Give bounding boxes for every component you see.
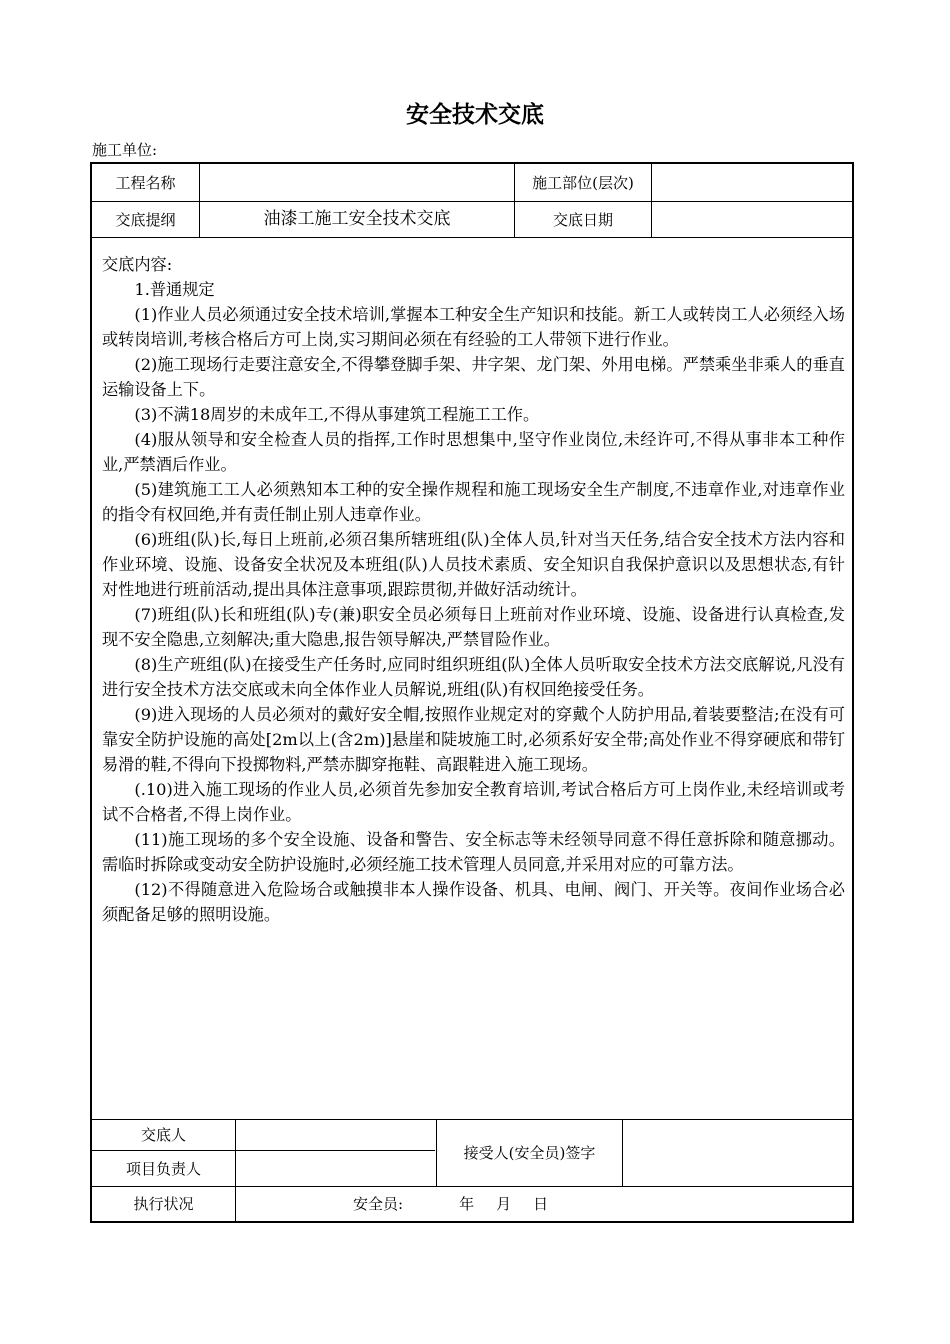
handover-person-field[interactable] xyxy=(236,1120,436,1150)
project-name-field[interactable] xyxy=(200,164,514,201)
receiver-label: 接受人 xyxy=(463,1144,509,1162)
receiver-signature-label xyxy=(437,1120,622,1186)
outline-value: 油漆工施工安全技术交底 xyxy=(263,208,451,229)
date-year: 年 xyxy=(459,1195,475,1213)
content-heading: 交底内容: xyxy=(102,255,173,274)
receiver-signature-field[interactable] xyxy=(623,1120,852,1186)
project-name-label: 工程名称 xyxy=(115,173,176,192)
document-title: 安全技术交底 xyxy=(406,102,544,128)
row-divider xyxy=(92,237,852,238)
handover-person-label: 交底人 xyxy=(140,1126,186,1144)
construction-section-field[interactable] xyxy=(652,164,852,201)
handover-date-label: 交底日期 xyxy=(552,210,613,229)
rule-paragraph: (3)不满18周岁的未成年工,不得从事建筑工程施工工作。 xyxy=(134,405,540,424)
rule-paragraph: (2)施工现场行走要注意安全,不得攀登脚手架、井字架、龙门架、外用电梯。严禁乘坐非乘人的垂直运输设备上下。 xyxy=(102,355,845,399)
rule-paragraph: (6)班组(队)长,每日上班前,必须召集所辖班组(队)全体人员,针对当天任务,结合安全技术方法内容和作业环境、设施、设备安全状况及本班组(队)人员技术素质、安全知识自我保护意识以及思想状态,有针对性地进行班前活动,提出具体注意事项,跟踪贯彻,并做好活动统计。 xyxy=(102,530,845,599)
handover-content xyxy=(102,252,845,927)
rule-paragraph: (4)服从领导和安全检查人员的指挥,工作时思想集中,坚守作业岗位,未经许可,不得从事非本工种作业,严禁酒后作业。 xyxy=(102,430,845,474)
outline-label: 交底提纲 xyxy=(115,210,176,229)
safety-officer-sign-label: (安全员)签字 xyxy=(508,1144,596,1162)
rule-paragraph: (8)生产班组(队)在接受生产任务时,应同时组织班组(队)全体人员听取安全技术方法交底解说,凡没有进行安全技术方法交底或未向全体作业人员解说,班组(队)有权回绝接受任务。 xyxy=(102,655,845,699)
date-day: 日 xyxy=(533,1195,549,1213)
rule-paragraph: (7)班组(队)长和班组(队)专(兼)职安全员必须每日上班前对作业环境、设施、设备进行认真检查,发现不安全隐患,立刻解决;重大隐患,报告领导解决,严禁冒险作业。 xyxy=(102,605,845,649)
construction-section-label: 施工部位(层次) xyxy=(532,173,634,192)
rule-paragraph: (12)不得随意进入危险场合或触摸非本人操作设备、机具、电闸、阀门、开关等。夜间作业场合必须配备足够的照明设施。 xyxy=(102,880,845,924)
rule-paragraph: (11)施工现场的多个安全设施、设备和警告、安全标志等未经领导同意不得任意拆除和随意挪动。需临时拆除或变动安全防护设施时,必须经施工技术管理人员同意,并采用对应的可靠方法。 xyxy=(102,830,845,874)
section-title: 1.普通规定 xyxy=(134,280,215,299)
rule-paragraph: (5)建筑施工工人必须熟知本工种的安全操作规程和施工现场安全生产制度,不违章作业,对违章作业的指令有权回绝,并有责任制止别人违章作业。 xyxy=(102,480,845,524)
date-month: 月 xyxy=(496,1195,512,1213)
project-manager-label: 项目负责人 xyxy=(125,1159,201,1178)
handover-form xyxy=(90,162,854,1223)
rule-paragraph: (1)作业人员必须通过安全技术培训,掌握本工种安全生产知识和技能。新工人或转岗工人必须经入场或转岗培训,考核合格后方可上岗,实习期间必须在有经验的工人带领下进行作业。 xyxy=(102,305,845,349)
project-manager-field[interactable] xyxy=(236,1151,436,1186)
safety-officer-label: 安全员: xyxy=(353,1195,404,1213)
construction-unit-label: 施工单位: xyxy=(92,141,158,159)
rule-paragraph: (.10)进入施工现场的作业人员,必须首先参加安全教育培训,考试合格后方可上岗作业,未经培训或考试不合格者,不得上岗作业。 xyxy=(102,780,845,824)
execution-status-label: 执行状况 xyxy=(133,1195,194,1213)
rule-paragraph: (9)进入现场的人员必须对的戴好安全帽,按照作业规定对的穿戴个人防护用品,着装要整洁;在没有可靠安全防护设施的高处[2m以上(含2m)]悬崖和陡坡施工时,必须系好安全带;高处作业不得穿硬底和带钉易滑的鞋,不得向下投掷物料,严禁赤脚穿拖鞋、高跟鞋进入施工现场。 xyxy=(102,705,845,774)
execution-status-row xyxy=(236,1187,852,1221)
handover-date-field[interactable] xyxy=(652,202,852,237)
